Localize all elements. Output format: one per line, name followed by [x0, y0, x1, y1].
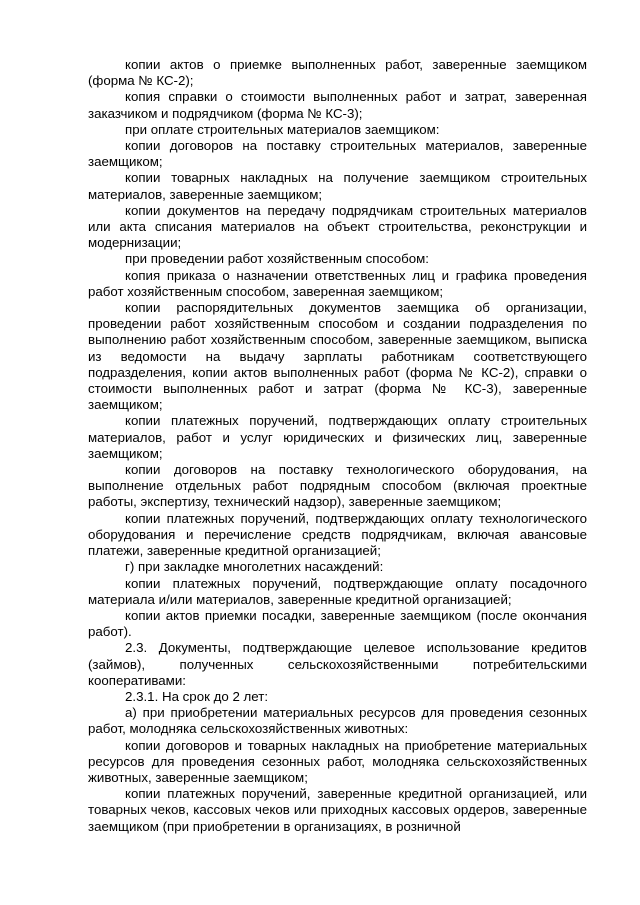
paragraph-payment-orders: копии платежных поручений, подтверждающих оплату строительных материалов, работ и услуг юридических и физических лиц, заверенные заемщиком;	[88, 413, 587, 461]
paragraph-order-copy: копия приказа о назначении ответственных лиц и графика проведения работ хозяйственным способом, заверенная заемщиком;	[88, 267, 587, 299]
paragraph-planting-payments: копии платежных поручений, подтверждающие оплату посадочного материала и/или материалов, заверенные кредитной организацией;	[88, 575, 587, 607]
paragraph-material-resources: а) при приобретении материальных ресурсов для проведения сезонных работ, молодняка сельскохозяйственных животных:	[88, 705, 587, 737]
paragraph-transfer-documents: копии документов на передачу подрядчикам строительных материалов или акта списания материалов на объект строительства, реконструкции и модернизации;	[88, 202, 587, 251]
paragraph-resource-contracts: копии договоров и товарных накладных на приобретение материальных ресурсов для проведения сезонных работ, молодняка сельскохозяйственных животных, заверенные заемщиком;	[88, 737, 587, 785]
paragraph-supply-contracts: копии договоров на поставку строительных материалов, заверенные заемщиком;	[88, 138, 587, 170]
paragraph-acts-ks2: копии актов о приемке выполненных работ, заверенные заемщиком (форма № КС-2);	[88, 57, 587, 89]
paragraph-perennial-plantings-heading: г) при закладке многолетних насаждений:	[125, 559, 384, 575]
paragraph-planting-acceptance: копии актов приемки посадки, заверенные заемщиком (после окончания работ).	[88, 607, 587, 640]
paragraph-payment-receipts: копии платежных поручений, заверенные кредитной организацией, или товарных чеков, кассовых чеков или приходных кассовых ордеров, заверенные заемщиком (при приобретении в организациях, в розничной	[88, 786, 587, 834]
paragraph-section-2-3: 2.3. Документы, подтверждающие целевое использование кредитов (займов), полученных сельскохозяйственными потребительскими кооперативами:	[88, 640, 587, 688]
paragraph-equipment-contracts: копии договоров на поставку технологического оборудования, на выполнение отдельных работ подрядным способом (включая проектные работы, экспертизу, технический надзор), заверенные заемщиком;	[88, 462, 587, 510]
paragraph-certificate-ks3: копия справки о стоимости выполненных работ и затрат, заверенная заказчиком и подрядчиком (форма № КС-3);	[88, 89, 587, 121]
paragraph-section-2-3-1: 2.3.1. На срок до 2 лет:	[125, 688, 269, 704]
paragraph-invoices: копии товарных накладных на получение заемщиком строительных материалов, заверенные заемщиком;	[88, 170, 587, 202]
document-page	[88, 57, 587, 835]
paragraph-administrative-documents: копии распорядительных документов заемщика об организации, проведении работ хозяйственным способом и создании подразделения по выполнению работ хозяйственным способом, заверенные заемщиком, выписка из ведомости на выдачу зарплаты работникам соответствующего подразделения, копии актов выполненных работ (форма № КС-2), справки о стоимости выполненных работ и затрат (форма № КС-3), заверенные заемщиком;	[88, 300, 587, 413]
paragraph-equipment-payments: копии платежных поручений, подтверждающих оплату технологического оборудования и перечисление средств подрядчикам, включая авансовые платежи, заверенные кредитной организацией;	[88, 510, 587, 559]
paragraph-own-works-heading: при проведении работ хозяйственным способом:	[125, 251, 429, 267]
paragraph-materials-payment-heading: при оплате строительных материалов заемщиком:	[125, 121, 440, 137]
